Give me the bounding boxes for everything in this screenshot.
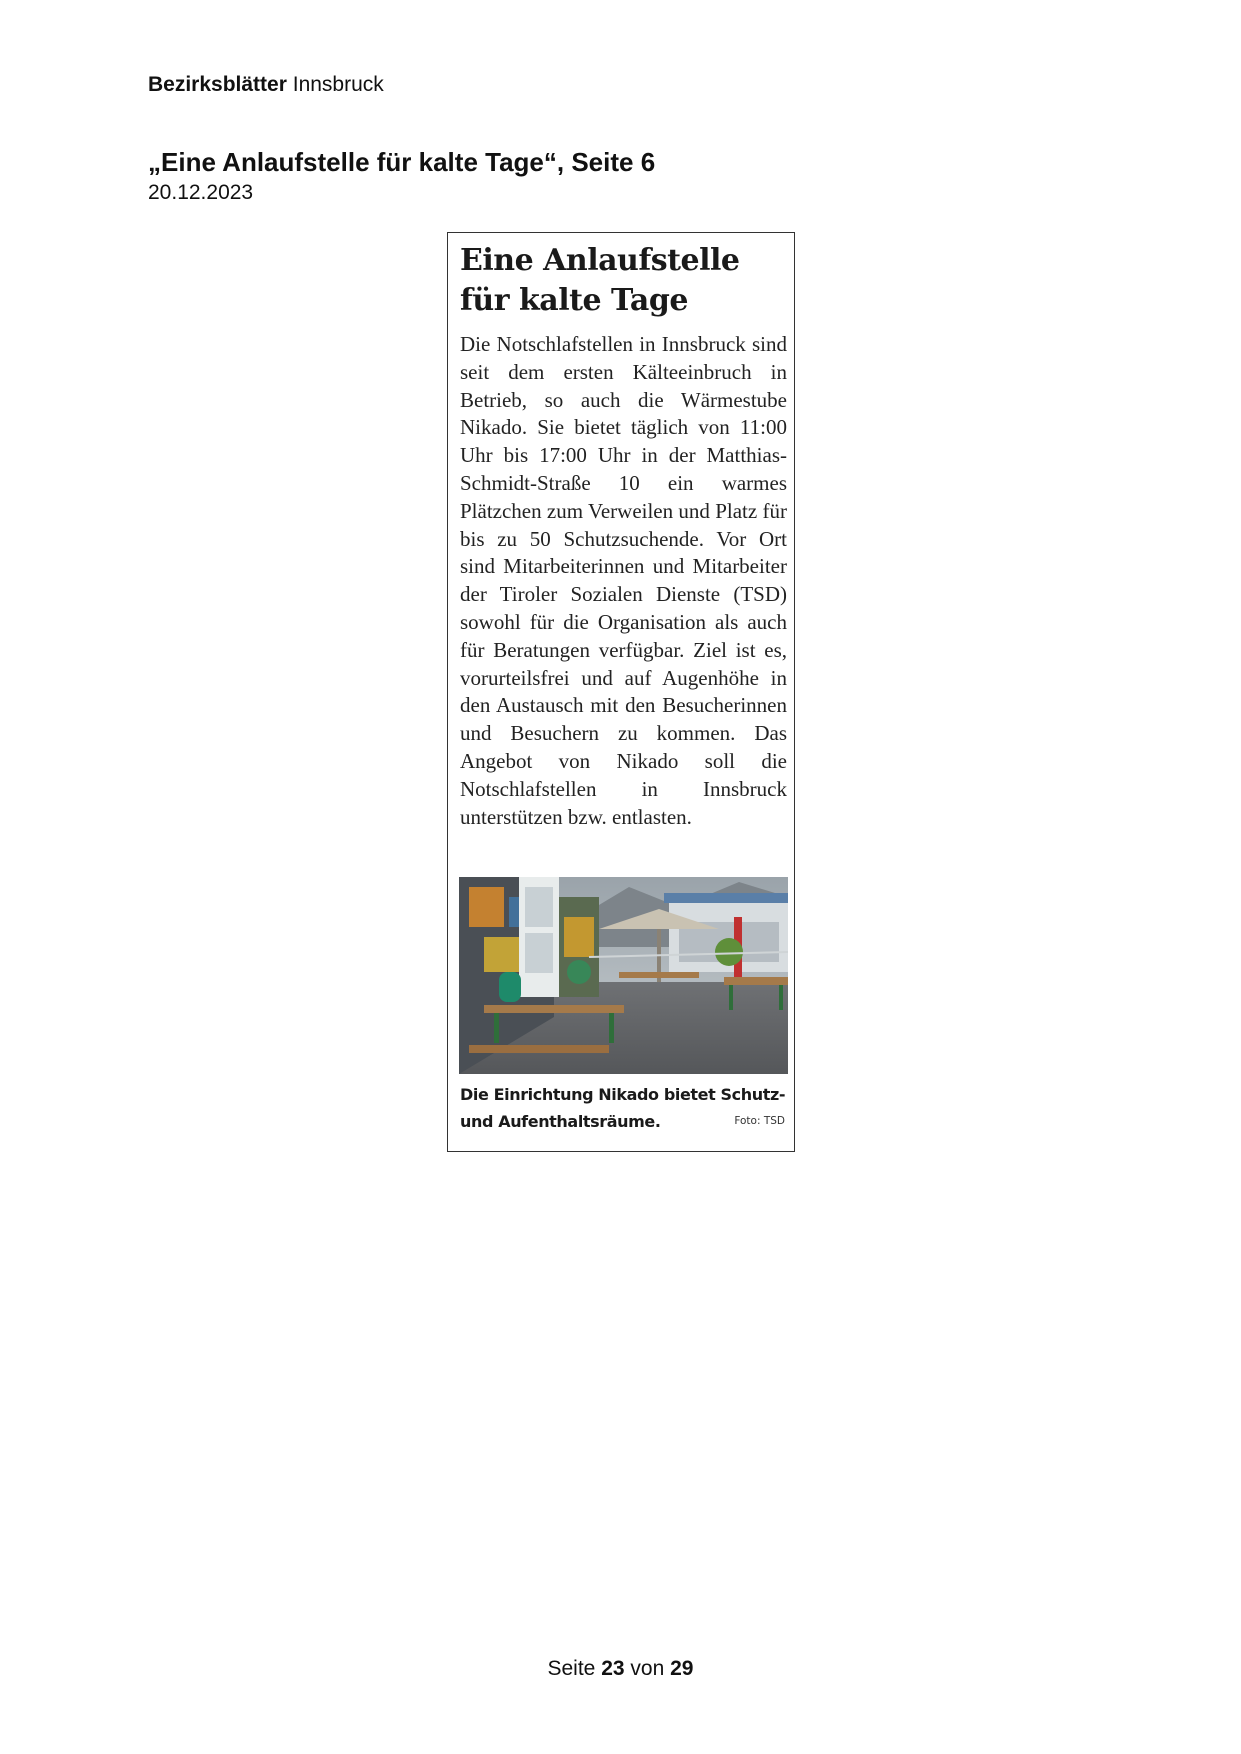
page-total: 29 xyxy=(670,1657,694,1680)
clipping-title: „Eine Anlaufstelle für kalte Tage“, Seite 6 xyxy=(148,147,656,177)
publication-name: Bezirksblätter xyxy=(148,73,287,96)
headline-line-2: für kalte Tage xyxy=(460,283,688,318)
page-separator: von xyxy=(630,1657,665,1680)
article-headline xyxy=(460,241,790,321)
publication-line xyxy=(148,73,384,97)
article-photo xyxy=(459,877,788,1074)
page-current: 23 xyxy=(601,1657,625,1680)
newspaper-clipping xyxy=(447,232,795,1152)
photo-credit: Foto: TSD xyxy=(734,1115,785,1127)
headline-line-1: Eine Anlaufstelle xyxy=(460,243,740,278)
clipping-date: 20.12.2023 xyxy=(148,181,254,204)
publication-region: Innsbruck xyxy=(292,73,384,96)
article-body: Die Notschlafstellen in Innsbruck sind seit dem ersten Kälteeinbruch in Betrieb, so auch die Wärmestube Nikado. Sie bietet täglich von 11:00 Uhr bis 17:00 Uhr in der Matthias-Schmidt-Straße 10 ein warmes Plätzchen zum Verweilen und Platz für bis zu 50 Schutzsuchende. Vor Ort sind Mitarbeiterinnen und Mitarbeiter der Tiroler Sozialen Dienste (TSD) sowohl für die Organisation als auch für Beratungen verfügbar. Ziel ist es, vorurteilsfrei und auf Augenhöhe in den Austausch mit den Besucherinnen und Besuchern zu kommen. Das Angebot von Nikado soll die Notschlafstellen in Innsbruck unterstützen bzw. entlasten. xyxy=(460,332,787,829)
page-footer xyxy=(0,1657,1241,1681)
caption-line-2: und Aufenthaltsräume. xyxy=(460,1112,661,1131)
page-label: Seite xyxy=(547,1657,596,1680)
photo-illustration xyxy=(459,877,788,1074)
caption-line-1: Die Einrichtung Nikado bietet Schutz- xyxy=(460,1085,786,1104)
